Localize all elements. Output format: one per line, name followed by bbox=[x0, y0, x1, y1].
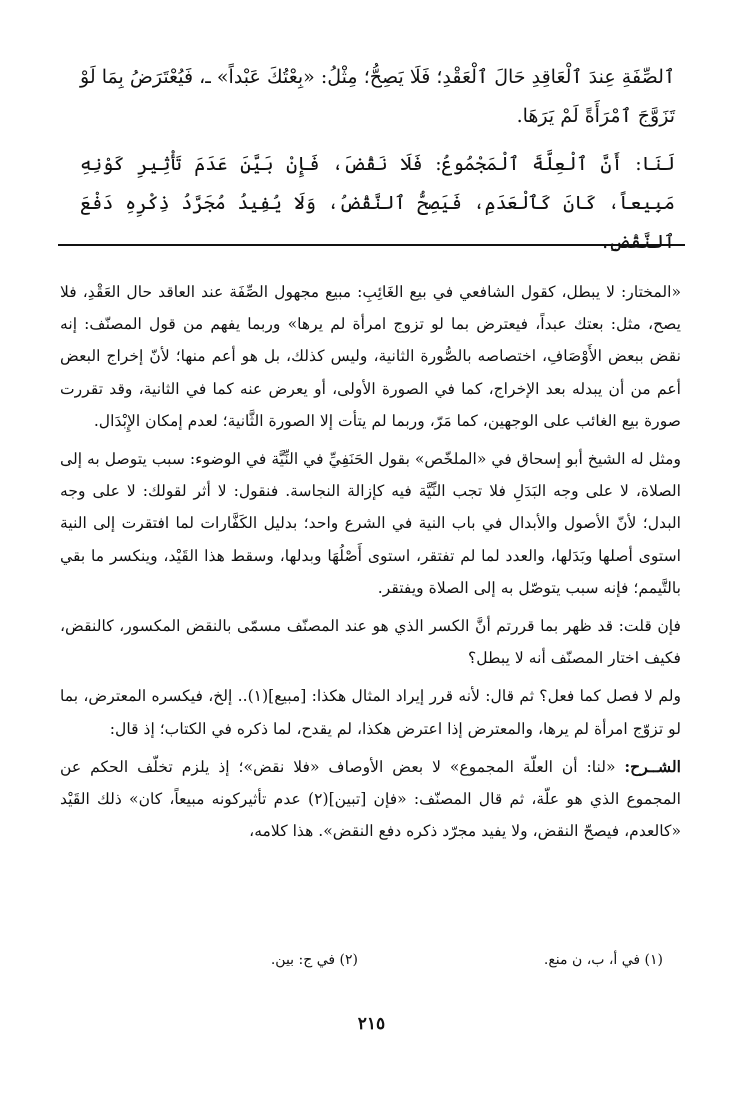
commentary-text: «لنا: أن العلّة المجموع» لا بعض الأوصاف «فلا نقض»؛ إذ يلزم تخلّف الحكم عن المجموع الذي هو علّة، ثم قال المصنّف: «فإن [تبين](٢) عدم تأثيركونه مبيعاً، كان» ذلك القَيْد «كالعدم، فيصحّ النقض، ولا يفيد مجرّد ذكره دفع النقض». هذا كلامه، bbox=[60, 757, 682, 841]
footnote-2: (٢) في ج: بين. bbox=[270, 952, 358, 968]
commentary-sharh bbox=[60, 276, 681, 853]
commentary-paragraph: ومثل له الشيخ أبو إسحاق في «الملخّص» بقول الحَنَفِيِّ في النِّيَّة في الوضوء: سبب يتوصل به إلى الصلاة، لا على وجه البَدَلِ فلا تجب النِّيَّة فيه كإزالة النجاسة. فنقول: لا أثر لقولك: لا على وجه البدل؛ لأنّ الأصول والأبدال في باب النية في الشرع واحد؛ بدليل الكَفَّارات لما افتقرت إلى النية استوى أصلها وبَدَلها، والعدد لما لم تفتقر، استوى أَصْلُهَا وبدلها، وسقط هذا القَيْد، وينكسر ما بقي بالتَّيمم؛ فإنه سبب يتوصّل به إلى الصلاة ويفتقر. bbox=[60, 450, 681, 597]
commentary-paragraph: ولم لا فصل كما فعل؟ ثم قال: لأنه قرر إيراد المثال هكذا: [مبيع](١).. إلخ، فيكسره المعترض، بما لو تزوّج امرأة لم يرها، والمعترض إذا اعترض هكذا، لم يقدح، لما ذكره في الكتاب؛ إذ قال: bbox=[60, 687, 682, 738]
matn-paragraph: لَنَا: أَنَّ ٱلْعِلَّةَ ٱلْمَجْمُوعُ: فَلَا نَقْضَ، فَإِنْ بَيَّنَ عَدَمَ تَأْثِيرِ كَوْنِهِ مَبِيعاً، كَانَ كَٱلْعَدَمِ، فَيَصِحُّ ٱلنَّقْضُ، وَلَا يُفِيدُ مُجَرَّدُ ذِكْرِهِ دَفْعَ ٱلنَّقْضِ. bbox=[80, 153, 675, 253]
sharh-label: الشــرح: bbox=[624, 756, 681, 776]
commentary-paragraph: «المختار: لا يبطل، كقول الشافعي في بيع الغَائِبِ: مبيع مجهول الصِّفَة عند العاقد حال العَقْدِ، فلا يصح، مثل: بعتك عبداً، فيعترض بما لو تزوج امرأة لم يرها» وربما يفهم من قول المصنّف: إنه نقض ببعض الأَوْصَافِ، اختصاصه بالصُّورة الثانية، وليس كذلك، بل هو أعم منها؛ لأنّ إخراج البعض أعم من أن يبدله بعد الإخراج، كما في الصورة الأولى، أو يعرض عنه كما في الثانية، وقد تقررت صورة بيع الغائب على الوجهين، كما مَرّ، وربما لم يتأت إلا الصورة الثَّانية؛ لعدم إمكان الإِبْدَال. bbox=[60, 283, 681, 430]
footnote-1: (١) في أ، ب، ن منع. bbox=[543, 952, 663, 968]
footnotes bbox=[60, 952, 663, 982]
separator-line bbox=[58, 244, 685, 246]
commentary-paragraph bbox=[60, 751, 681, 848]
commentary-paragraph: فإن قلت: قد ظهر بما قررتم أنَّ الكسر الذي هو عند المصنّف مسمّى بالنقض المكسور، كالنقض، فكيف اختار المصنّف أنه لا يبطل؟ bbox=[60, 617, 681, 668]
page-number: ٢١٥ bbox=[357, 1014, 386, 1034]
main-text-matn bbox=[80, 58, 675, 271]
matn-paragraph: ٱلصِّفَةِ عِندَ ٱلْعَاقِدِ حَالَ ٱلْعَقْدِ؛ فَلَا يَصِحُّ؛ مِثْلُ: «بِعْتُكَ عَبْداً» ـ، فَيُعْتَرَضُ بِمَا لَوْ تَزَوَّجَ ٱمْرَأَةً لَمْ يَرَهَا. bbox=[80, 66, 675, 127]
